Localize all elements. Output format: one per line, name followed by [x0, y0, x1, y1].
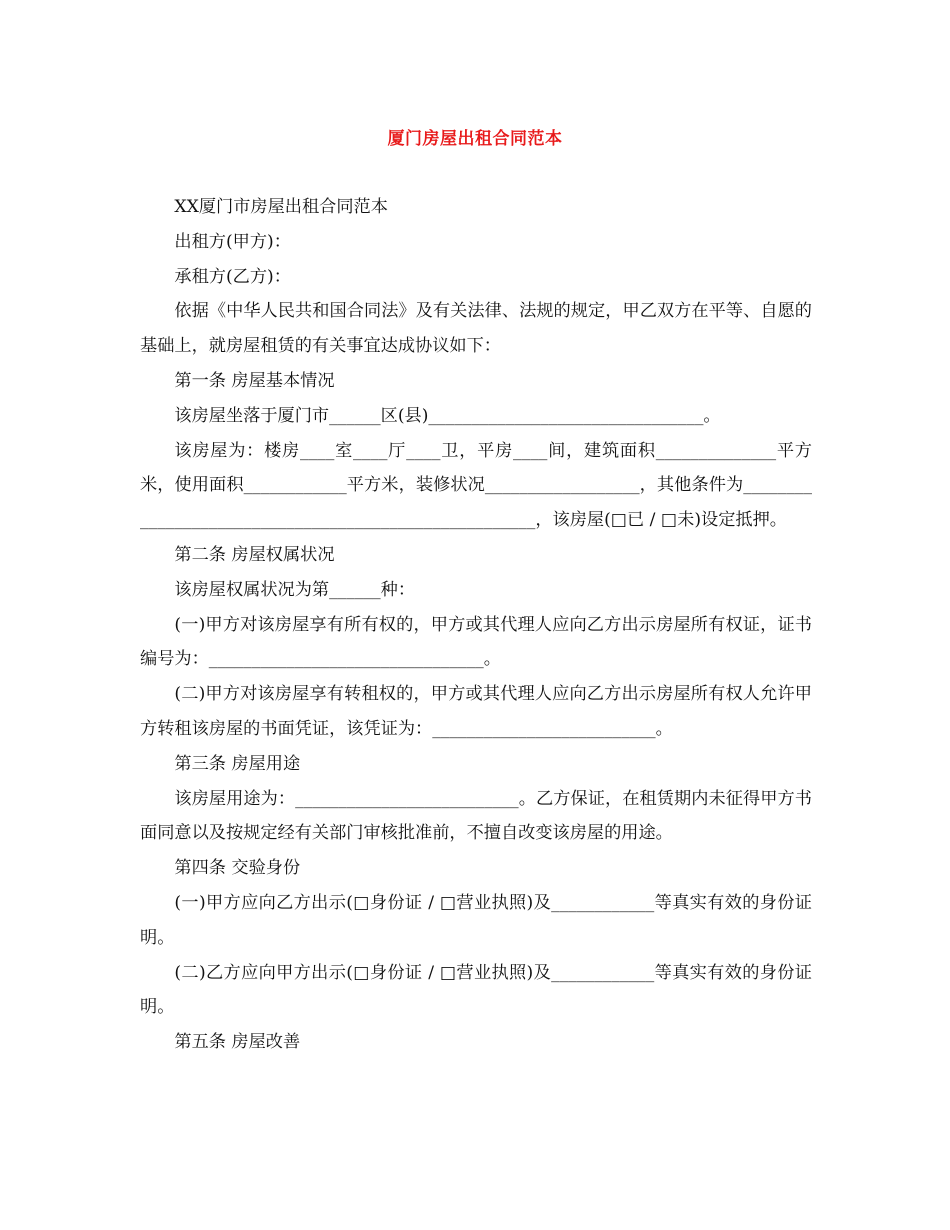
identity-clause-1: (一)甲方应向乙方出示(□身份证 / □营业执照)及____________等真实有效的身份证明。	[140, 892, 812, 948]
lessee-line: 承租方(乙方)：	[174, 266, 291, 287]
contract-heading: XX厦门市房屋出租合同范本	[174, 197, 388, 217]
preamble-paragraph: 依据《中华人民共和国合同法》及有关法律、法规的规定，甲乙双方在平等、自愿的基础上，就房屋租赁的有关事宜达成协议如下：	[140, 301, 812, 357]
ownership-clause-2: (二)甲方对该房屋享有转租权的，甲方或其代理人应向乙方出示房屋所有权人允许甲方转租该房屋的书面凭证，该凭证为：__________________________。	[140, 684, 812, 739]
article-1-heading: 第一条 房屋基本情况	[174, 370, 335, 391]
usage-paragraph: 该房屋用途为：__________________________。乙方保证，在租赁期内未征得甲方书面同意以及按规定经有关部门审核批准前，不擅自改变该房屋的用途。	[140, 788, 812, 844]
article-2-heading: 第二条 房屋权属状况	[174, 544, 335, 565]
ownership-clause-1: (一)甲方对该房屋享有所有权的，甲方或其代理人应向乙方出示房屋所有权证，证书编号为：________________________________。	[140, 614, 812, 670]
document-body	[140, 190, 812, 1060]
identity-clause-2: (二)乙方应向甲方出示(□身份证 / □营业执照)及____________等真实有效的身份证明。	[140, 962, 812, 1018]
lessor-line: 出租方(甲方)：	[174, 231, 291, 252]
article-3-heading: 第三条 房屋用途	[174, 753, 301, 774]
article-4-heading: 第四条 交验身份	[174, 858, 301, 879]
document-title: 厦门房屋出租合同范本	[387, 129, 563, 149]
article-5-heading: 第五条 房屋改善	[174, 1032, 301, 1053]
ownership-type-paragraph: 该房屋权属状况为第______种：	[174, 579, 416, 600]
location-paragraph: 该房屋坐落于厦门市______区(县)________________________________。	[174, 405, 721, 426]
property-details-paragraph: 该房屋为：楼房____室____厅____卫，平房____间，建筑面积______________平方米，使用面积____________平方米，装修状况__________________，其他条件为______________________________________________________，该房屋(□已 / □未)设定抵押。	[140, 440, 812, 531]
